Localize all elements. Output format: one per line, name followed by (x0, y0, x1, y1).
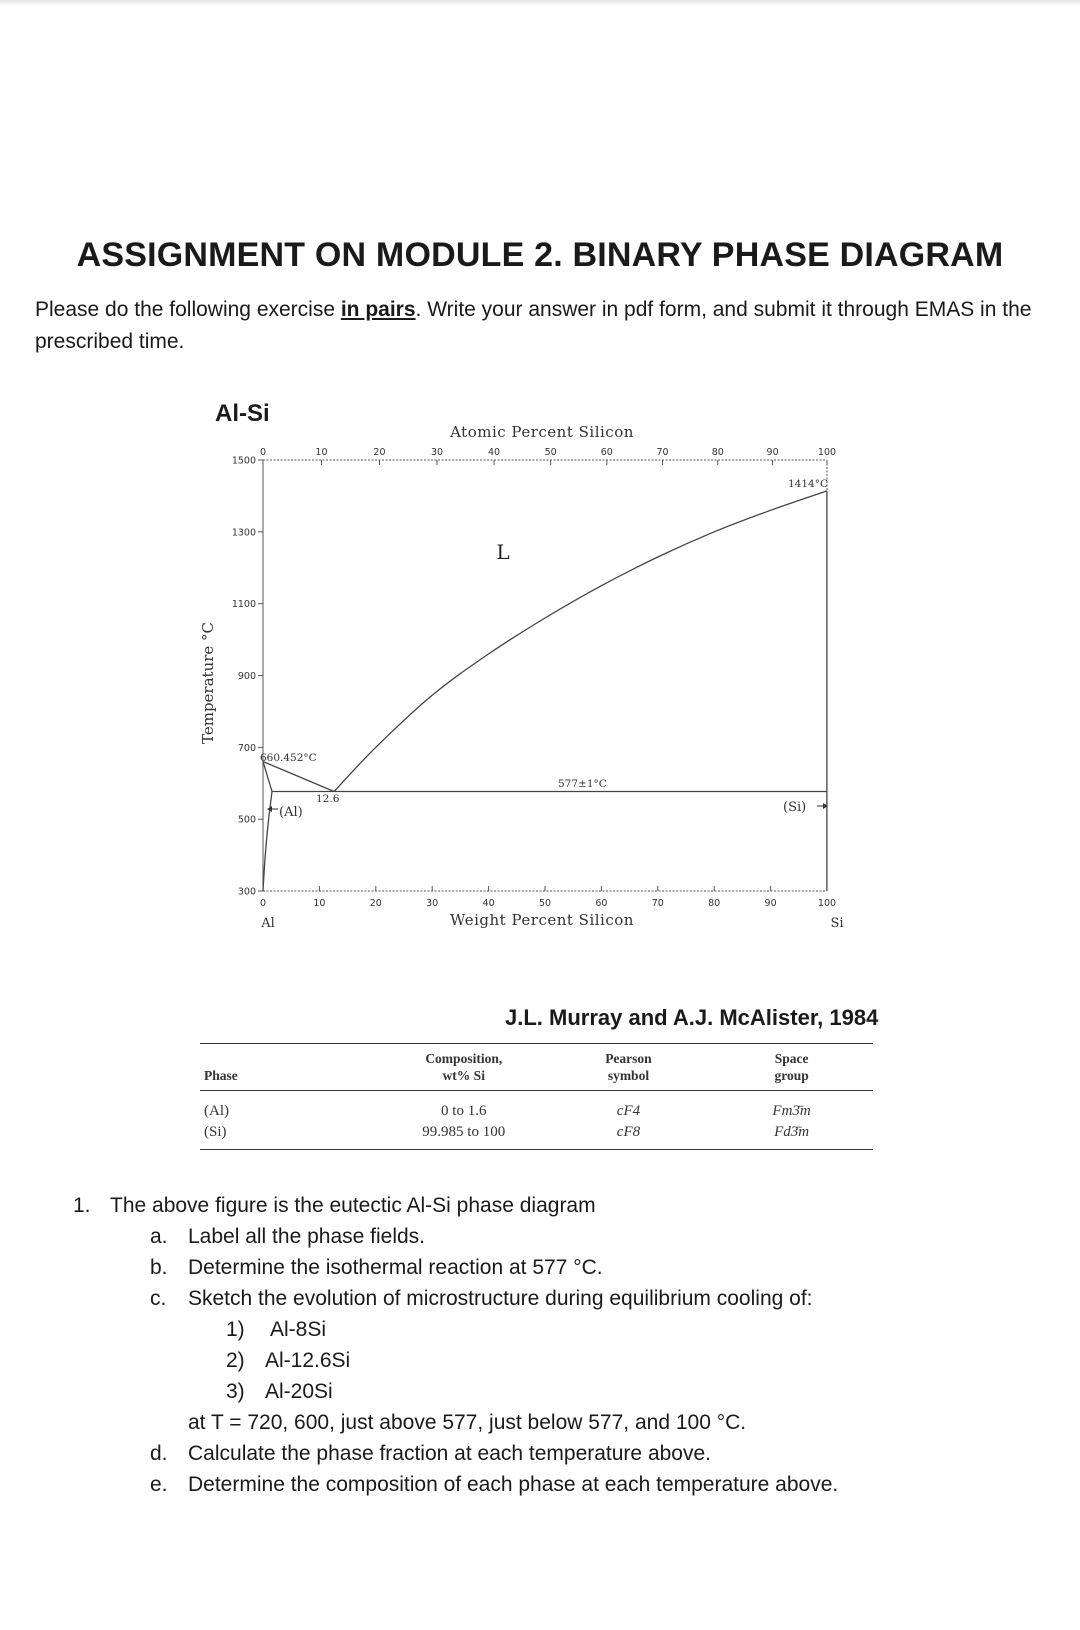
bottom-tick-label: 50 (538, 898, 552, 909)
si-phase-label: (Si) (783, 800, 807, 815)
y-tick-label: 700 (237, 742, 256, 754)
bottom-axis-label: Weight Percent Silicon (450, 911, 634, 929)
composition-header (381, 1044, 547, 1091)
pearson-cell: cF4 (616, 1103, 641, 1119)
item-d: Calculate the phase fraction at each temperature above. (188, 1442, 711, 1465)
y-axis-label: Temperature °C (199, 621, 217, 745)
bottom-tick-label: 40 (482, 898, 495, 909)
al-phase-arrow (267, 806, 278, 812)
si-melting-label: 1414°C (788, 478, 829, 490)
space-group-cell: Fm3̄m (772, 1103, 811, 1119)
item-a: Label all the phase fields. (188, 1225, 425, 1248)
al-phase-label: (Al) (279, 805, 303, 820)
y-tick-label: 1100 (231, 599, 256, 611)
bottom-tick-label: 20 (369, 898, 382, 909)
boundary-liquidus-al-side (263, 762, 334, 792)
y-tick-label: 1500 (231, 455, 256, 467)
top-edge (0, 0, 1080, 6)
item-c-marker: c. (150, 1287, 167, 1310)
item-b: Determine the isothermal reaction at 577 °C. (188, 1256, 603, 1279)
space-group-header (710, 1044, 873, 1091)
boundary-solvus-al (263, 792, 272, 892)
top-tick-label: 100 (817, 447, 837, 458)
eutectic-temp-label: 577±1°C (558, 778, 607, 790)
page-title: ASSIGNMENT ON MODULE 2. BINARY PHASE DIAGRAM (76, 236, 1004, 274)
intro-text-1: Please do the following exercise (35, 298, 341, 321)
plot-frame (263, 460, 827, 891)
alloy-1: Al-8Si (270, 1318, 327, 1341)
phase-cell: (Al) (204, 1103, 229, 1119)
space-header-line1: Space (774, 1051, 809, 1066)
pearson-cell: cF8 (547, 1122, 710, 1150)
boundary-solidus-al (263, 762, 272, 792)
top-tick-label: 60 (600, 447, 613, 458)
pearson-header-line2: symbol (607, 1068, 650, 1083)
bottom-tick-label: 60 (595, 898, 608, 909)
alloy-2: Al-12.6Si (265, 1349, 351, 1372)
composition-header-line2: wt% Si (442, 1068, 485, 1083)
y-tick-label: 500 (237, 814, 256, 826)
alloy-1-marker: 1) (226, 1318, 245, 1341)
intro-paragraph (35, 294, 1045, 358)
si-element-label: Si (830, 916, 844, 931)
space-group-cell: Fd3̄m (710, 1122, 873, 1150)
bottom-tick-label: 100 (817, 898, 837, 909)
question-number: 1. (73, 1194, 91, 1217)
item-a-marker: a. (150, 1225, 168, 1248)
axis-ticks (232, 447, 836, 909)
phase-table-header (200, 1044, 873, 1091)
alloy-3: Al-20Si (265, 1380, 333, 1403)
boundary-liquidus-si-side (334, 491, 827, 792)
top-tick-label: 90 (766, 447, 779, 458)
intro-text-2: . Write your answer in pdf form, and submit it through EMAS in the prescribed time. (35, 298, 1032, 353)
bottom-tick-label: 30 (426, 898, 439, 909)
phase-header: Phase (200, 1044, 381, 1091)
pearson-header-line1: Pearson (605, 1051, 652, 1066)
alloy-3-marker: 3) (226, 1380, 245, 1403)
top-tick-label: 20 (373, 447, 386, 458)
item-d-marker: d. (150, 1442, 168, 1465)
liquid-field-label: L (496, 540, 510, 564)
phase-cell: (Si) (200, 1122, 381, 1150)
phase-table (200, 1043, 873, 1150)
item-e-marker: e. (150, 1473, 168, 1496)
table-row (200, 1091, 873, 1123)
y-tick-label: 1300 (231, 527, 256, 539)
pearson-header (547, 1044, 710, 1091)
composition-header-line1: Composition, (425, 1051, 503, 1066)
bottom-tick-label: 0 (259, 898, 267, 909)
intro-emphasis: in pairs (340, 298, 416, 321)
phase-boundaries (263, 491, 827, 891)
bottom-tick-label: 10 (313, 898, 326, 909)
al-melting-label: 660.452°C (260, 752, 317, 764)
item-b-marker: b. (150, 1256, 168, 1279)
top-tick-label: 40 (488, 447, 501, 458)
top-axis-label: Atomic Percent Silicon (450, 425, 634, 441)
composition-cell: 0 to 1.6 (441, 1103, 487, 1119)
top-tick-label: 0 (259, 447, 267, 458)
y-tick-label: 300 (237, 886, 256, 898)
bottom-tick-label: 70 (651, 898, 664, 909)
al-element-label: Al (261, 916, 275, 931)
question-main: The above figure is the eutectic Al-Si phase diagram (110, 1194, 596, 1217)
phase-diagram (195, 425, 875, 945)
diagram-credit: J.L. Murray and A.J. McAlister, 1984 (505, 1005, 879, 1030)
y-tick-label: 900 (237, 671, 256, 682)
composition-cell: 99.985 to 100 (381, 1122, 547, 1150)
top-tick-label: 50 (544, 447, 557, 458)
item-c: Sketch the evolution of microstructure during equilibrium cooling of: (188, 1287, 813, 1310)
bottom-tick-label: 80 (708, 898, 721, 909)
item-c-temperatures: at T = 720, 600, just above 577, just below 577, and 100 °C. (188, 1411, 747, 1434)
bottom-tick-label: 90 (764, 898, 777, 909)
space-header-line2: group (774, 1068, 809, 1083)
eutectic-comp-label: 12.6 (316, 793, 340, 805)
top-tick-label: 70 (656, 447, 669, 458)
system-title: Al-Si (215, 400, 270, 427)
top-tick-label: 30 (430, 447, 444, 458)
alloy-2-marker: 2) (226, 1349, 245, 1372)
item-e: Determine the composition of each phase at each temperature above. (188, 1473, 839, 1496)
top-tick-label: 10 (315, 447, 328, 458)
table-row (200, 1122, 873, 1150)
top-tick-label: 80 (711, 447, 724, 458)
